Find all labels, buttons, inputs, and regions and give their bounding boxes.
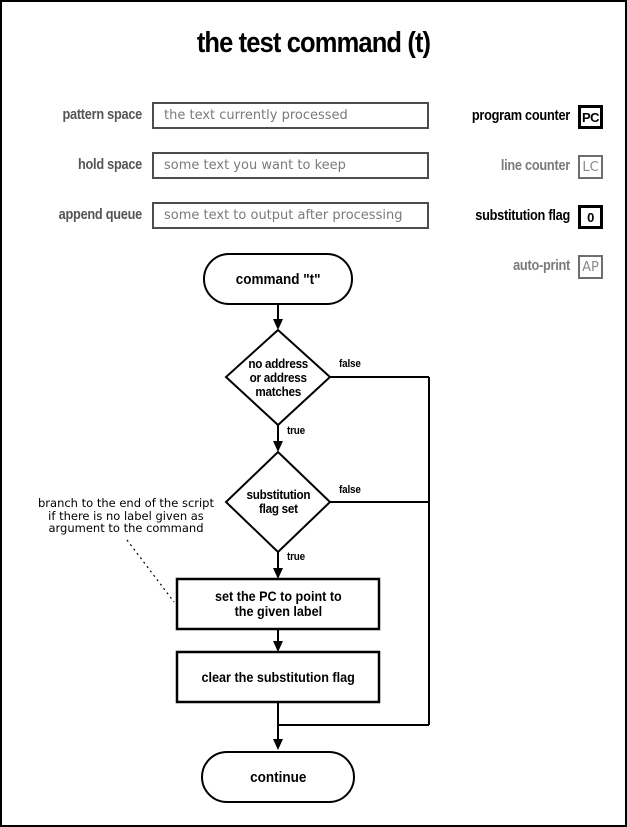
arrowhead-end (273, 739, 283, 750)
line-counter-value: LC (582, 159, 599, 175)
line-counter-label: line counter (500, 158, 570, 174)
process2-label-box (177, 652, 379, 702)
annotation-line2: if there is no label given as (48, 508, 204, 523)
decision1-line2: or address (249, 369, 307, 385)
edge-label-true-1: true (287, 425, 305, 437)
append-queue-value: some text to output after processing (164, 208, 403, 223)
auto-print-value: AP (582, 259, 599, 275)
arrowhead-process1 (273, 568, 283, 579)
start-node-label-box (204, 254, 352, 304)
pattern-space-label: pattern space (62, 107, 142, 123)
edge-label-false-2: false (339, 484, 361, 496)
program-counter-label: program counter (471, 108, 570, 124)
annotation-note (30, 497, 222, 535)
process2-label: clear the substitution flag (201, 669, 355, 685)
annotation-pointer-line (127, 540, 174, 602)
end-node-label-box (202, 752, 354, 802)
program-counter-value: PC (581, 109, 600, 125)
decision2-label-box (226, 452, 330, 552)
substitution-flag-label: substitution flag (475, 208, 570, 224)
decision2-line1: substitution (246, 487, 310, 502)
auto-print-label: auto-print (513, 258, 570, 274)
decision1-line1: no address (248, 355, 308, 371)
process1-line1: set the PC to point to (214, 588, 342, 604)
decision1-label-box (226, 330, 330, 425)
edge-label-true-2: true (287, 551, 305, 563)
page-title: the test command (t) (196, 27, 431, 59)
process1-line2: the given label (234, 603, 322, 619)
arrowhead-process2 (273, 641, 283, 652)
pattern-space-value: the text currently processed (164, 108, 348, 123)
edge-label-false-1: false (339, 358, 361, 370)
append-queue-label: append queue (58, 207, 142, 223)
process1-label-box (177, 579, 379, 629)
hold-space-label: hold space (77, 157, 142, 173)
decision2-line2: flag set (258, 501, 298, 516)
start-node-label: command "t" (235, 270, 321, 288)
hold-space-value: some text you want to keep (164, 158, 346, 173)
annotation-line3: argument to the command (48, 521, 204, 535)
substitution-flag-value: 0 (587, 209, 594, 225)
arrowhead-decision1 (273, 319, 283, 330)
arrowhead-decision2 (273, 441, 283, 452)
end-node-label: continue (249, 768, 307, 786)
decision1-line3: matches (255, 383, 301, 399)
annotation-line1: branch to the end of the script (38, 496, 214, 510)
